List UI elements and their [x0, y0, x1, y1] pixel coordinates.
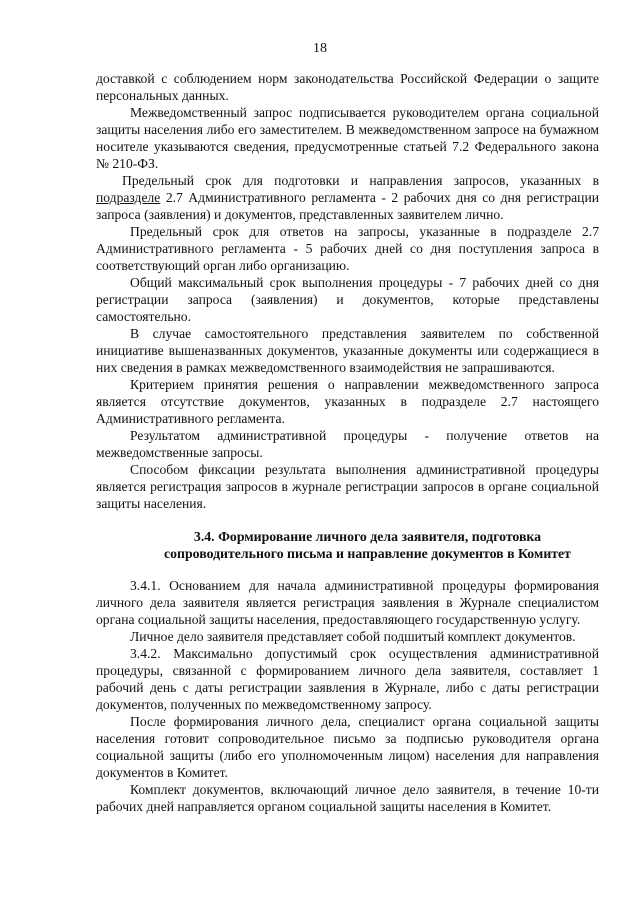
paragraph-request-signature: Межведомственный запрос подписывается руководителем органа социальной защиты населения либо его заместителем. В межведомственном запросе на бумажном носителе указываются сведения, предусмотренные статьей 7.2 Федерального закона № 210-ФЗ. [96, 105, 599, 171]
section-heading-line-2: сопроводительного письма и направление документов в Комитет [164, 546, 571, 561]
deadline-underlined-text: подразделе [96, 190, 161, 205]
deadline-lead-text: Предельный срок для подготовки и направления запросов, указанных в [122, 173, 599, 188]
section-heading-line-1: 3.4. Формирование личного дела заявителя, подготовка [193, 529, 542, 544]
paragraph-decision-criterion: Критерием принятия решения о направлении межведомственного запроса является отсутствие документов, указанных в подразделе 2.7 настоящего Административного регламента. [96, 377, 599, 426]
paragraph-procedure-result: Результатом административной процедуры - получение ответов на межведомственные запросы. [96, 428, 599, 460]
paragraph-request-deadline [96, 172, 599, 223]
paragraph-personal-file: Личное дело заявителя представляет собой подшитый комплект документов. [130, 629, 576, 644]
paragraph-continuation: доставкой с соблюдением норм законодательства Российской Федерации о защите персональных данных. [96, 71, 599, 103]
paragraph-3-4-1: 3.4.1. Основанием для начала административной процедуры формирования личного дела заявителя является регистрация заявления в Журнале специалистом органа социальной защиты населения, предоставляющего государственную услугу. [96, 578, 599, 627]
paragraph-documents-sent: Комплект документов, включающий личное дело заявителя, в течение 10-ти рабочих дней направляется органом социальной защиты населения в Комитет. [96, 782, 599, 814]
section-heading [96, 528, 599, 562]
document-body [96, 70, 599, 815]
paragraph-self-submission: В случае самостоятельного представления заявителем по собственной инициативе вышеназванных документов, указанные документы или содержащиеся в них сведения в рамках межведомственного взаимодействия не запрашиваются. [96, 326, 599, 375]
page-number: 18 [313, 41, 327, 56]
paragraph-fixation-method: Способом фиксации результата выполнения административной процедуры является регистрация запросов в журнале регистрации запросов в органе социальной защиты населения. [96, 462, 599, 511]
paragraph-total-deadline: Общий максимальный срок выполнения процедуры - 7 рабочих дней со дня регистрации запроса (заявления) и документов, которые представлены самостоятельно. [96, 275, 599, 324]
deadline-rest-text: 2.7 Административного регламента - 2 рабочих дня со дня регистрации запроса (заявления) и документов, представленных заявителем лично. [96, 190, 599, 222]
paragraph-cover-letter: После формирования личного дела, специалист органа социальной защиты населения готовит сопроводительное письмо за подписью руководителя органа социальной защиты (либо его уполномоченным лицом) населения для направления документов в Комитет. [96, 714, 599, 780]
paragraph-response-deadline: Предельный срок для ответов на запросы, указанные в подразделе 2.7 Административного регламента - 5 рабочих дней со дня поступления запроса в соответствующий орган либо организацию. [96, 224, 599, 273]
paragraph-3-4-2: 3.4.2. Максимально допустимый срок осуществления административной процедуры, связанной с формированием личного дела заявителя, составляет 1 рабочий день с даты регистрации заявления в Журнале, либо с даты регистрации документов, полученных по межведомственному запросу. [96, 646, 599, 712]
